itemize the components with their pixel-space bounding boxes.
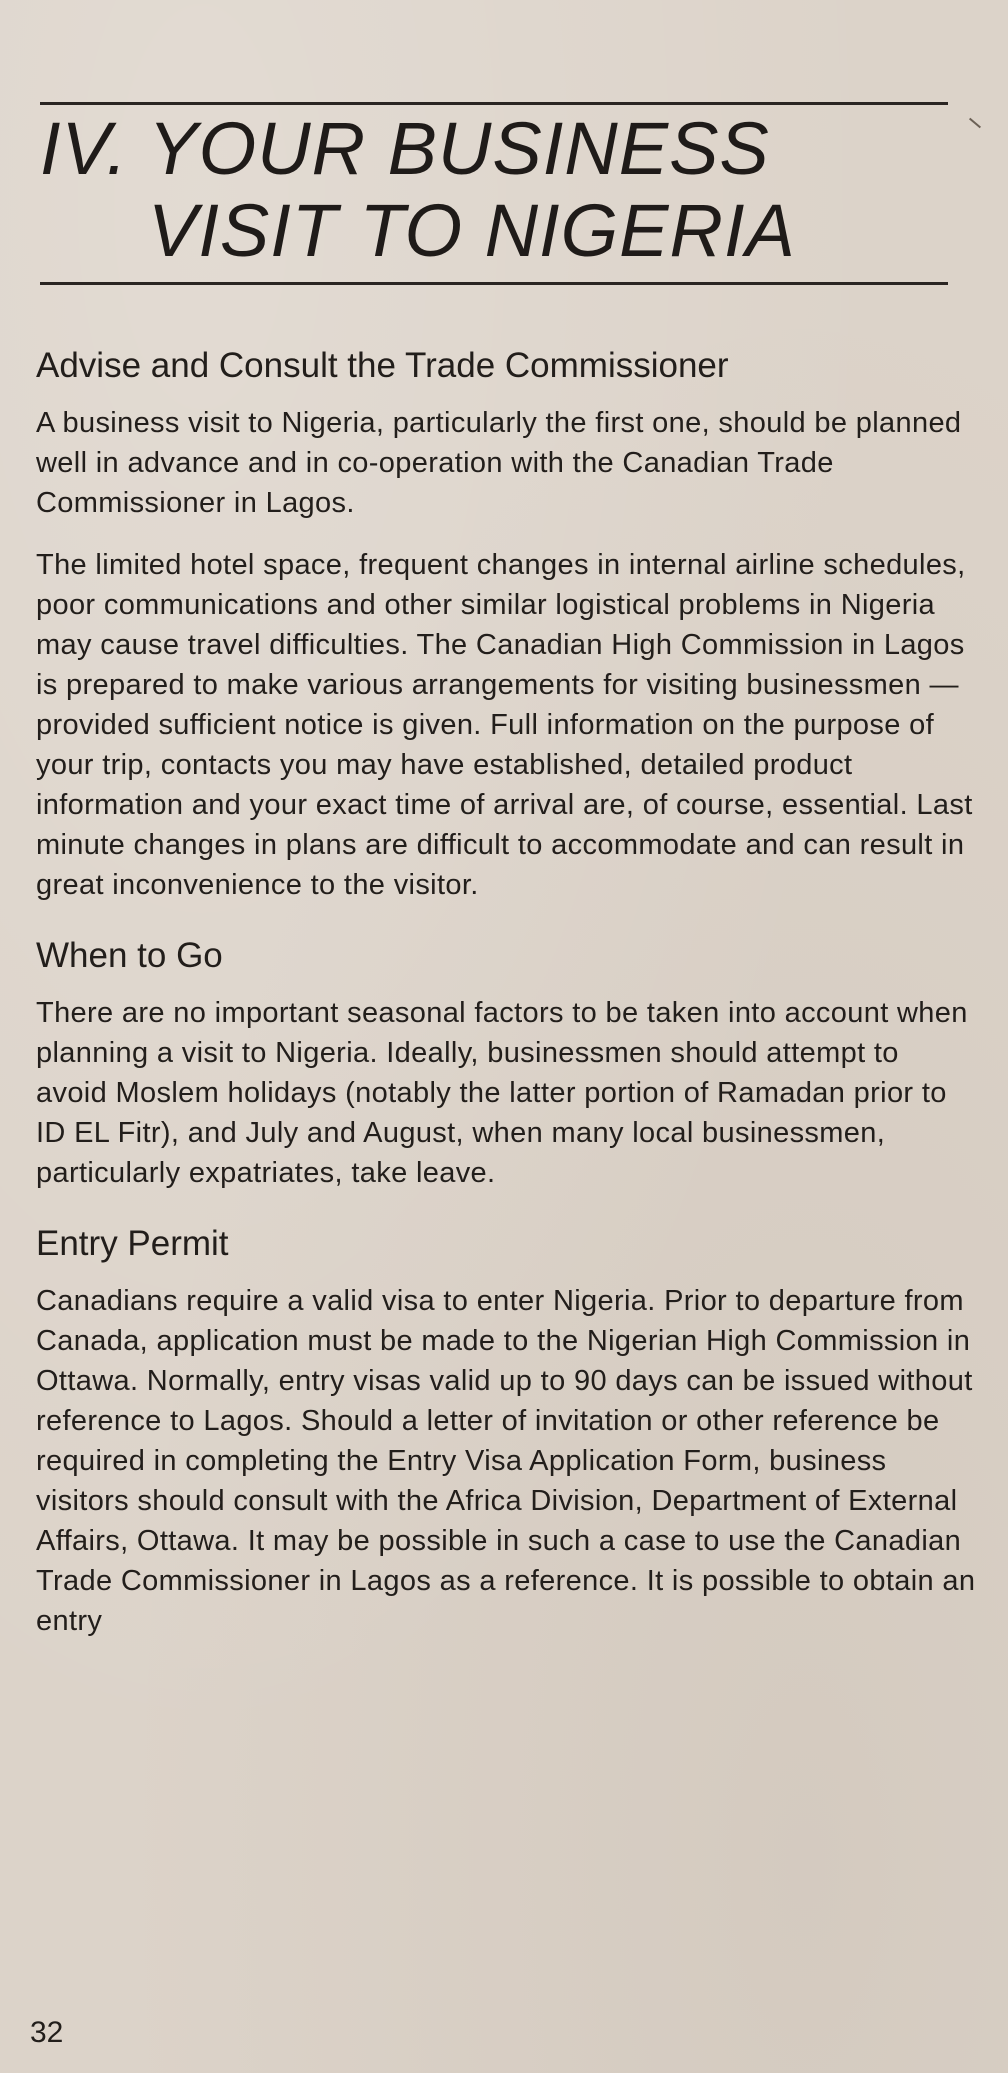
- section-advise-consult: [36, 345, 976, 905]
- page-corner-mark: [969, 118, 981, 129]
- section-entry-permit: [36, 1223, 976, 1641]
- section-when-to-go: [36, 935, 976, 1193]
- paragraph: There are no important seasonal factors to be taken into account when planning a visit to Nigeria. Ideally, businessmen should attempt to avoid Moslem holidays (notably the latter portion of Ramadan prior to ID EL Fitr), and July and August, when many local businessmen, particularly expatriates, take leave.: [36, 997, 968, 1189]
- paragraph: Canadians require a valid visa to enter Nigeria. Prior to departure from Canada, application must be made to the Nigerian High Commission in Ottawa. Normally, entry visas valid up to 90 days can be issued without reference to Lagos. Should a letter of invitation or other reference be required in completing the Entry Visa Application Form, business visitors should consult with the Africa Division, Department of External Affairs, Ottawa. It may be possible in such a case to use the Canadian Trade Commissioner in Lagos as a reference. It is possible to obtain an entry: [36, 1285, 976, 1637]
- page-number: 32: [30, 2016, 64, 2049]
- section-heading: Entry Permit: [36, 1224, 229, 1263]
- body-content: [36, 345, 976, 1663]
- section-heading: When to Go: [36, 936, 223, 975]
- title-rule-bottom: [40, 282, 948, 285]
- paragraph: The limited hotel space, frequent changes in internal airline schedules, poor communications and other similar logistical problems in Nigeria may cause travel difficulties. The Canadian High Commission in Lagos is prepared to make various arrangements for visiting businessmen — provided sufficient notice is given. Full information on the purpose of your trip, contacts you may have established, detailed product information and your exact time of arrival are, of course, essential. Last minute changes in plans are difficult to accommodate and can result in great inconvenience to the visitor.: [36, 549, 973, 901]
- chapter-title-line-2: VISIT TO NIGERIA: [148, 189, 796, 272]
- chapter-title-line-1: IV. YOUR BUSINESS: [40, 107, 770, 190]
- title-rule-top: [40, 102, 948, 105]
- paragraph: A business visit to Nigeria, particularly the first one, should be planned well in advance and in co-operation with the Canadian Trade Commissioner in Lagos.: [36, 407, 962, 519]
- chapter-title: [40, 108, 948, 272]
- section-heading: Advise and Consult the Trade Commissioner: [36, 346, 729, 385]
